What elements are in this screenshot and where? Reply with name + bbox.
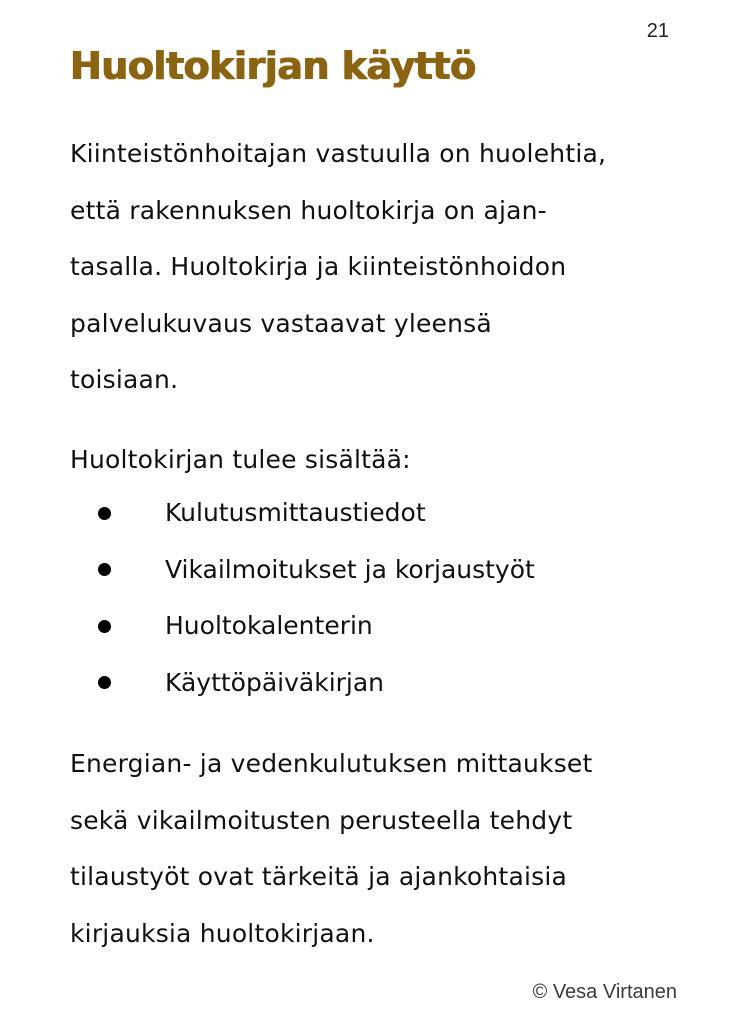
list-item: [70, 485, 535, 542]
intro-paragraph: [70, 126, 680, 409]
list-item-label: Kulutusmittaustiedot: [165, 498, 426, 527]
text-line: palvelukuvaus vastaavat yleensä: [70, 308, 492, 338]
copyright-notice: © Vesa Virtanen: [532, 981, 677, 1003]
text-line: sekä vikailmoitusten perusteella tehdyt: [70, 805, 573, 835]
list-item: [70, 655, 535, 712]
bullet-icon: [98, 676, 111, 689]
list-item-label: Vikailmoitukset ja korjaustyöt: [165, 554, 535, 584]
page-number: 21: [646, 20, 669, 42]
text-line: Huoltokirjan tulee sisältää:: [70, 445, 411, 474]
bullet-icon: [98, 507, 111, 520]
bullet-icon: [98, 563, 111, 576]
bullet-icon: [98, 620, 111, 633]
text-line: tilaustyöt ovat tärkeitä ja ajankohtaisia: [70, 862, 567, 891]
page-title: Huoltokirjan käyttö: [70, 44, 476, 88]
text-line: tasalla. Huoltokirja ja kiinteistönhoidon: [70, 252, 567, 281]
text-line: Kiinteistönhoitajan vastuulla on huolehtia,: [70, 139, 607, 168]
list-item-label: Käyttöpäiväkirjan: [165, 667, 385, 697]
bullet-list: [70, 485, 535, 711]
text-line: toisiaan.: [70, 365, 179, 394]
list-item: [70, 542, 535, 599]
text-line: kirjauksia huoltokirjaan.: [70, 918, 375, 948]
closing-paragraph: [70, 736, 680, 962]
text-line: Energian- ja vedenkulutuksen mittaukset: [70, 749, 593, 778]
list-item: [70, 598, 535, 655]
list-intro-paragraph: [70, 432, 680, 489]
list-item-label: Huoltokalenterin: [165, 611, 373, 640]
text-line: että rakennuksen huoltokirja on ajan-: [70, 195, 547, 225]
